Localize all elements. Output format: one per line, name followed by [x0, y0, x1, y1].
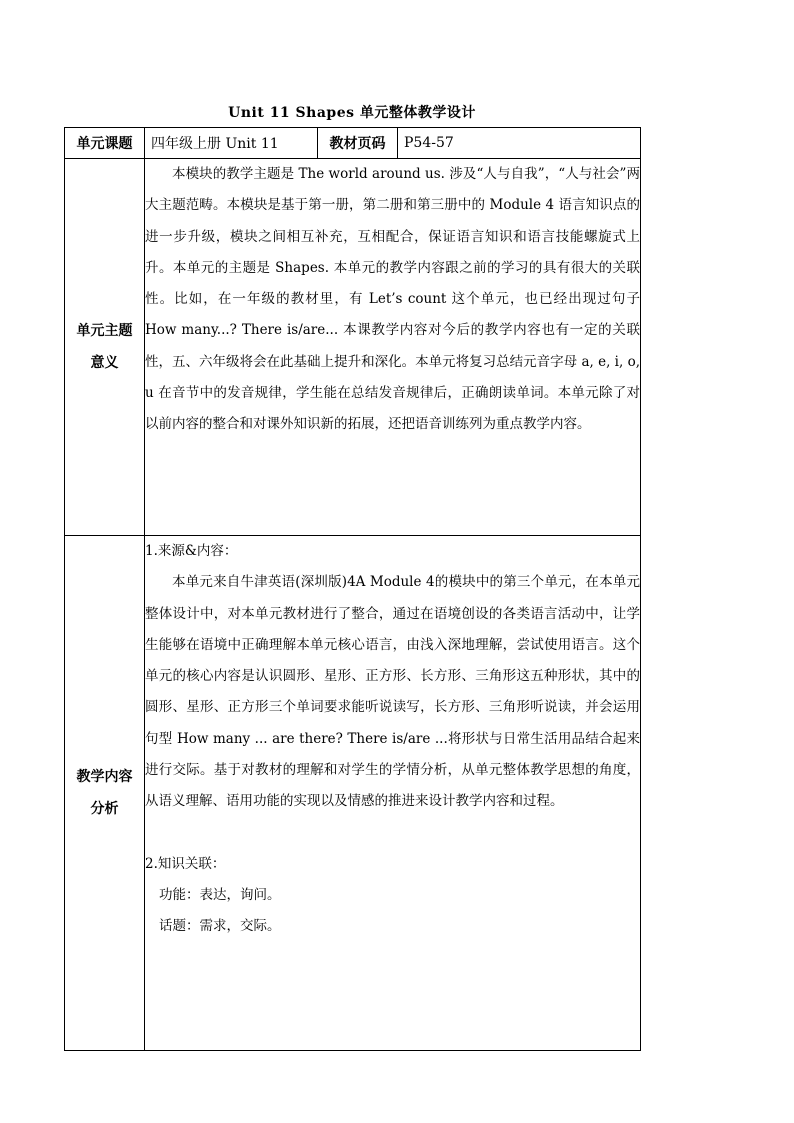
content-analysis-label-line2: 分析	[90, 801, 119, 817]
theme-significance-text: 本模块的教学主题是 The world around us. 涉及“人与自我”，“人与社会”两大主题范畴。本模块是基于第一册，第二册和第三册中的 Module 4 语言知识点的进一步升级，模块之间相互补充，互相配合，保证语言知识和语言技能螺旋式上升。本单元的主题是 Shapes. 本单元的教学内容跟之前的学习的具有很大的关联性。比如，在一年级的教材里，有 Let’s count 这个单元，也已经出现过句子 How many...? There is/are... 本课教学内容对今后的教学内容也有一定的关联性，五、六年级将会在此基础上提升和深化。本单元将复习总结元音字母 a, e, i, o, u 在音节中的发音规律，学生能在总结发音规律后，正确朗读单词。本单元除了对以前内容的整合和对课外知识新的拓展，还把语音训练列为重点教学内容。	[145, 166, 640, 433]
table-row-theme-significance	[65, 159, 641, 536]
knowledge-link-function: 功能：表达，询问。	[159, 886, 281, 903]
table-row-unit-topic	[65, 128, 641, 159]
unit-topic-label: 单元课题	[65, 128, 145, 159]
content-analysis-cell	[145, 536, 641, 1051]
theme-significance-label-line2: 意义	[90, 355, 119, 371]
unit-topic-value: 四年级上册 Unit 11	[145, 128, 318, 159]
textbook-pages-value: P54-57	[398, 128, 641, 159]
theme-significance-label	[65, 159, 145, 536]
textbook-pages-label: 教材页码	[318, 128, 398, 159]
theme-significance-label-line1: 单元主题	[76, 323, 133, 339]
source-content-heading: 1.来源&内容：	[145, 543, 238, 559]
knowledge-link-heading: 2.知识关联：	[145, 855, 226, 872]
source-content-paragraph: 本单元来自牛津英语(深圳版)4A Module 4的模块中的第三个单元，在本单元整体设计中，对本单元教材进行了整合，通过在语境创设的各类语言活动中，让学生能够在语境中正确理解本单元核心语言，由浅入深地理解，尝试使用语言。这个单元的核心内容是认识圆形、星形、正方形、长方形、三角形这五种形状，其中的圆形、星形、正方形三个单词要求能听说读写，长方形、三角形听说读，并会运用句型 How many ... are there? There is/are ...将形状与日常生活用品结合起来进行交际。基于对教材的理解和对学生的学情分析，从单元整体教学思想的角度，从语义理解、语用功能的实现以及情感的推进来设计教学内容和过程。	[145, 574, 640, 810]
content-analysis-label-line1: 教学内容	[76, 769, 133, 785]
knowledge-link-topic: 话题：需求，交际。	[159, 918, 281, 935]
spacer	[145, 818, 640, 849]
table-row-content-analysis	[65, 536, 641, 1051]
lesson-plan-table	[64, 127, 641, 1051]
theme-significance-cell	[145, 159, 641, 536]
content-analysis-label	[65, 536, 145, 1051]
document-title: Unit 11 Shapes 单元整体教学设计	[228, 105, 476, 121]
